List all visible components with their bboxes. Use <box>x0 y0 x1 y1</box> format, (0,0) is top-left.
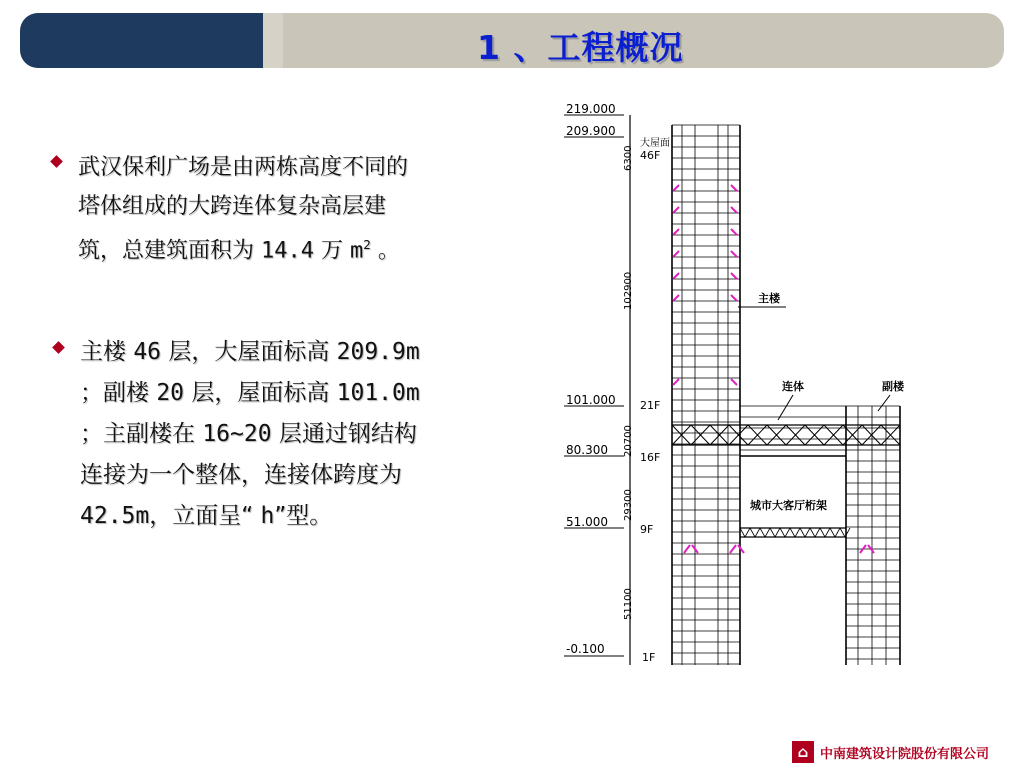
elevation-label: 101.000 <box>566 393 616 407</box>
truss-web <box>760 528 765 537</box>
bullet-paragraph-1 <box>78 148 538 270</box>
bullet2-line4: 连接为一个整体，连接体跨度为 <box>80 462 402 488</box>
bullet1-line3 <box>78 226 538 270</box>
company-logo-icon: ⌂ <box>792 741 814 763</box>
bullet1-line1: 武汉保利广场是由两栋高度不同的 <box>78 155 409 180</box>
brace-marker <box>731 379 737 385</box>
bullet2-annex-floors: 20 <box>156 380 185 406</box>
brace-marker <box>731 185 737 191</box>
bullet2-line3 <box>80 414 540 455</box>
floor-label: 1F <box>642 651 656 664</box>
elevation-label: 209.900 <box>566 124 616 138</box>
bullet-diamond-icon <box>52 341 65 354</box>
floor-label: 9F <box>640 523 654 536</box>
title-bar-dark-segment <box>20 13 263 68</box>
main-tower-label: 主楼 <box>758 292 780 305</box>
bullet2-l2-a: ；副楼 <box>80 380 157 406</box>
bullet2-l3-b: 层通过钢结构 <box>271 421 417 447</box>
truss-web <box>785 528 790 537</box>
bullet2-annex-height: 101.0m <box>336 380 420 406</box>
bullet1-area-unit: m <box>349 238 364 264</box>
dimension-label: 20700 <box>623 425 634 457</box>
truss-web <box>780 528 785 537</box>
bullet-diamond-icon <box>50 155 63 168</box>
truss-web <box>820 528 825 537</box>
dimension-label: 6300 <box>623 145 634 171</box>
truss-web <box>840 528 845 537</box>
building-elevation-diagram <box>560 95 920 675</box>
bullet1-area-value: 14.4 <box>261 238 314 264</box>
brace-marker <box>673 207 679 213</box>
bullet2-l3-a: ；主副楼在 <box>80 421 203 447</box>
truss-web <box>805 528 810 537</box>
company-name: 中南建筑设计院股份有限公司 <box>820 747 990 762</box>
bullet1-line3-text-b: 万 <box>313 238 350 264</box>
brace-marker <box>673 229 679 235</box>
bullet2-l1-a: 主楼 <box>80 339 134 365</box>
brace-marker <box>731 229 737 235</box>
truss-web <box>755 528 760 537</box>
dimension-label: 102900 <box>623 271 634 310</box>
truss-web <box>745 528 750 537</box>
brace-marker <box>738 545 744 553</box>
bullet2-line5 <box>80 496 540 537</box>
truss-web <box>800 528 805 537</box>
floor-label: 21F <box>640 399 661 412</box>
bullet-paragraph-2 <box>80 332 540 537</box>
bullet1-line2: 塔体组成的大跨连体复杂高层建 <box>78 194 387 219</box>
brace-marker <box>731 251 737 257</box>
leader-line <box>778 395 793 420</box>
link-truss <box>672 425 900 537</box>
truss-web <box>835 528 840 537</box>
bullet1-area-unit-sup: 2 <box>363 238 371 252</box>
truss-label: 城市大客厅桁架 <box>750 499 827 512</box>
truss-web <box>790 528 795 537</box>
dimension-label: 29300 <box>623 489 634 521</box>
brace-marker <box>730 545 736 553</box>
truss-web <box>795 528 800 537</box>
brace-marker <box>673 379 679 385</box>
truss-web <box>830 528 835 537</box>
truss-web <box>825 528 830 537</box>
bullet2-span-value: 42.5m <box>80 503 150 529</box>
bullet2-l5-b: ”型。 <box>274 503 333 529</box>
truss-web <box>810 528 815 537</box>
bullet2-main-floors: 46 <box>133 339 162 365</box>
slide-title: 1 、工程概况 <box>477 28 684 67</box>
elevation-label: 80.300 <box>566 443 608 457</box>
structure-grid <box>672 125 900 665</box>
bullet2-line1 <box>80 332 540 373</box>
truss-web <box>775 528 780 537</box>
brace-markers <box>673 185 874 553</box>
truss-web <box>815 528 820 537</box>
elevation-label: 51.000 <box>566 515 608 529</box>
bullet2-l1-b: 层，大屋面标高 <box>161 339 337 365</box>
brace-marker <box>731 295 737 301</box>
brace-marker <box>673 273 679 279</box>
truss-web <box>750 528 755 537</box>
bullet2-link-floors: 16~20 <box>202 421 272 447</box>
leader-line <box>878 395 890 411</box>
bullet1-line3-text-a: 筑，总建筑面积为 <box>78 238 261 264</box>
bullet2-main-height: 209.9m <box>336 339 420 365</box>
annex-label: 副楼 <box>882 380 904 393</box>
bullet1-line3-end: 。 <box>370 238 400 264</box>
title-bar-divider <box>263 13 283 68</box>
bullet2-line2 <box>80 373 540 414</box>
brace-marker <box>673 295 679 301</box>
dimension-label: 51100 <box>623 588 634 620</box>
brace-marker <box>684 545 690 553</box>
truss-web <box>765 528 770 537</box>
elevation-label: -0.100 <box>566 642 605 656</box>
brace-marker <box>673 185 679 191</box>
brace-marker <box>673 251 679 257</box>
bullet2-l5-a: ，立面呈“ <box>149 503 261 529</box>
truss-web <box>770 528 775 537</box>
bullet2-l2-b: 层，屋面标高 <box>184 380 337 406</box>
brace-marker <box>731 273 737 279</box>
bullet2-h-letter: h <box>260 503 275 529</box>
brace-marker <box>731 207 737 213</box>
roof-label: 大屋面 <box>640 138 670 149</box>
floor-label: 46F <box>640 149 661 162</box>
elevation-label: 219.000 <box>566 102 616 116</box>
floor-label: 16F <box>640 451 661 464</box>
link-label: 连体 <box>782 380 804 393</box>
